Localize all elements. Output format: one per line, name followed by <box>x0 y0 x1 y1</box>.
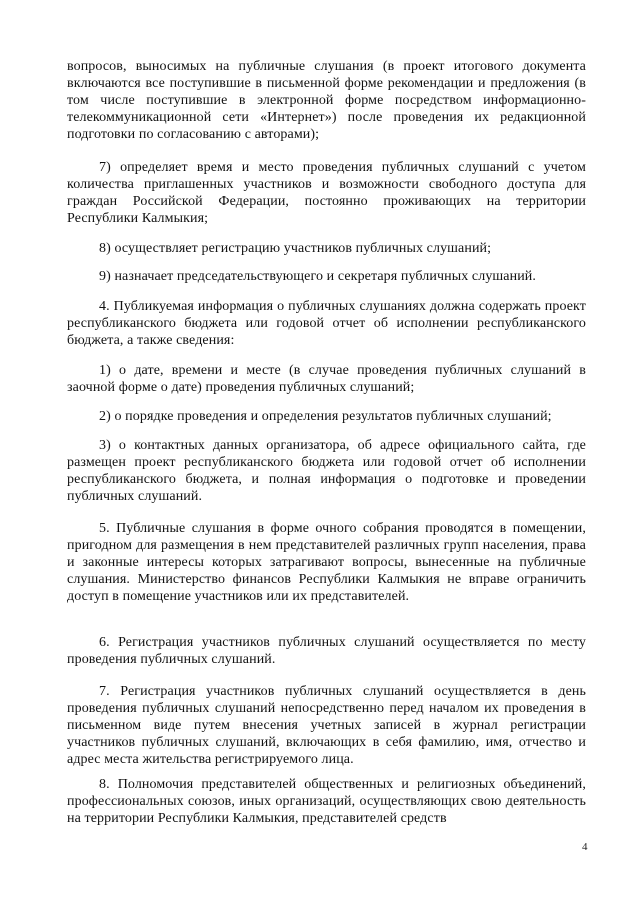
paragraph-item-8: 8) осуществляет регистрацию участников публичных слушаний; <box>99 241 492 256</box>
paragraph-section-6: 6. Регистрация участников публичных слушаний осуществляется по месту проведения публичных слушаний. <box>67 635 586 667</box>
paragraph-subitem-2: 2) о порядке проведения и определения результатов публичных слушаний; <box>99 409 552 424</box>
paragraph-section-8: 8. Полномочия представителей общественных и религиозных объединений, профессиональных союзов, иных организаций, осуществляющих свою деятельность на территории Республики Калмыкия, представителей средств <box>67 777 586 826</box>
page-number: 4 <box>582 841 588 853</box>
paragraph-section-7: 7. Регистрация участников публичных слушаний осуществляется в день проведения публичных слушаний непосредственно перед началом их проведения в письменном виде путем внесения учетных записей в журнал регистрации участников публичных слушаний, включающих в себя фамилию, имя, отчество и адрес места жительства регистрируемого лица. <box>67 684 586 767</box>
paragraph-section-4: 4. Публикуемая информация о публичных слушаниях должна содержать проект республиканского бюджета или годовой отчет об исполнении республиканского бюджета, а также сведения: <box>67 299 586 348</box>
paragraph-section-5: 5. Публичные слушания в форме очного собрания проводятся в помещении, пригодном для размещения в нем представителей различных групп населения, права и законные интересы которых затрагивают вопросы, вынесенные на публичные слушания. Министерство финансов Республики Калмыкия не вправе ограничить доступ в помещение участников или их представителей. <box>67 521 586 604</box>
paragraph-item-9: 9) назначает председательствующего и секретаря публичных слушаний. <box>99 269 536 284</box>
paragraph-subitem-3: 3) о контактных данных организатора, об адресе официального сайта, где размещен проект республиканского бюджета или годовой отчет об исполнении республиканского бюджета, и полная информация о подготовке и проведении публичных слушаний. <box>67 438 586 504</box>
paragraph-continuation: вопросов, выносимых на публичные слушания (в проект итогового документа включаются все поступившие в письменной форме рекомендации и предложения (в том числе поступившие в электронной форме посредством информационно-телекоммуникационной сети «Интернет») после проведения их редакционной подготовки по согласованию с авторами); <box>67 59 586 142</box>
paragraph-item-7: 7) определяет время и место проведения публичных слушаний с учетом количества приглашенных участников и возможности свободного доступа для граждан Российской Федерации, постоянно проживающих на территории Республики Калмыкия; <box>67 160 586 226</box>
paragraph-subitem-1: 1) о дате, времени и месте (в случае проведения публичных слушаний в заочной форме о дате) проведения публичных слушаний; <box>67 363 586 395</box>
